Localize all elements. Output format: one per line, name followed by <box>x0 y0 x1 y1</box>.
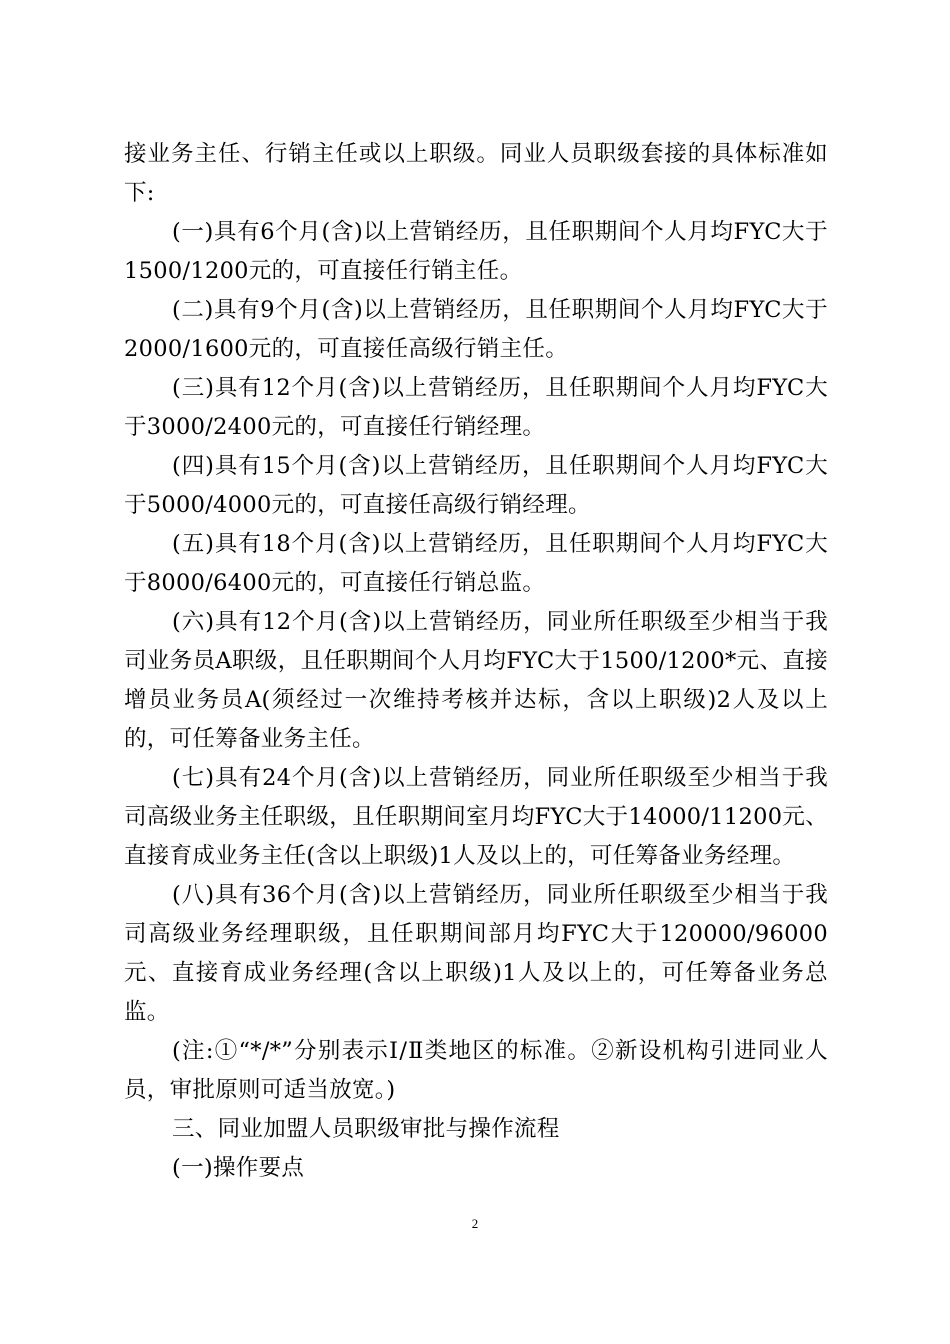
document-body <box>124 135 828 1188</box>
paragraph-item-2: (二)具有9个月(含)以上营销经历，且任职期间个人月均FYC大于2000/1600元的，可直接任高级行销主任。 <box>124 297 828 362</box>
page-number: 2 <box>471 1216 479 1231</box>
paragraph-item-1: (一)具有6个月(含)以上营销经历，且任职期间个人月均FYC大于1500/1200元的，可直接任行销主任。 <box>124 219 828 284</box>
subsection-heading: (一)操作要点 <box>172 1155 305 1181</box>
paragraph-item-4: (四)具有15个月(含)以上营销经历，且任职期间个人月均FYC大于5000/4000元的，可直接任高级行销经理。 <box>124 453 828 518</box>
paragraph-item-8: (八)具有36个月(含)以上营销经历，同业所任职级至少相当于我司高级业务经理职级，且任职期间部月均FYC大于120000/96000元、直接育成业务经理(含以上职级)1人及以上的，可任筹备业务总监。 <box>124 882 828 1025</box>
paragraph-item-5: (五)具有18个月(含)以上营销经历，且任职期间个人月均FYC大于8000/6400元的，可直接任行销总监。 <box>124 531 828 596</box>
section-heading: 三、同业加盟人员职级审批与操作流程 <box>172 1116 560 1142</box>
paragraph-item-7: (七)具有24个月(含)以上营销经历，同业所任职级至少相当于我司高级业务主任职级，且任职期间室月均FYC大于14000/11200元、直接育成业务主任(含以上职级)1人及以上的，可任筹备业务经理。 <box>124 765 828 869</box>
paragraph-item-6: (六)具有12个月(含)以上营销经历，同业所任职级至少相当于我司业务员A职级，且任职期间个人月均FYC大于1500/1200*元、直接增员业务员A(须经过一次维持考核并达标，含以上职级)2人及以上的，可任筹备业务主任。 <box>124 609 828 752</box>
paragraph-intro: 接业务主任、行销主任或以上职级。同业人员职级套接的具体标准如下: <box>124 141 828 206</box>
paragraph-item-3: (三)具有12个月(含)以上营销经历，且任职期间个人月均FYC大于3000/2400元的，可直接任行销经理。 <box>124 375 828 440</box>
paragraph-note: (注:①“*/*”分别表示Ⅰ/Ⅱ类地区的标准。②新设机构引进同业人员，审批原则可适当放宽。) <box>124 1038 828 1103</box>
